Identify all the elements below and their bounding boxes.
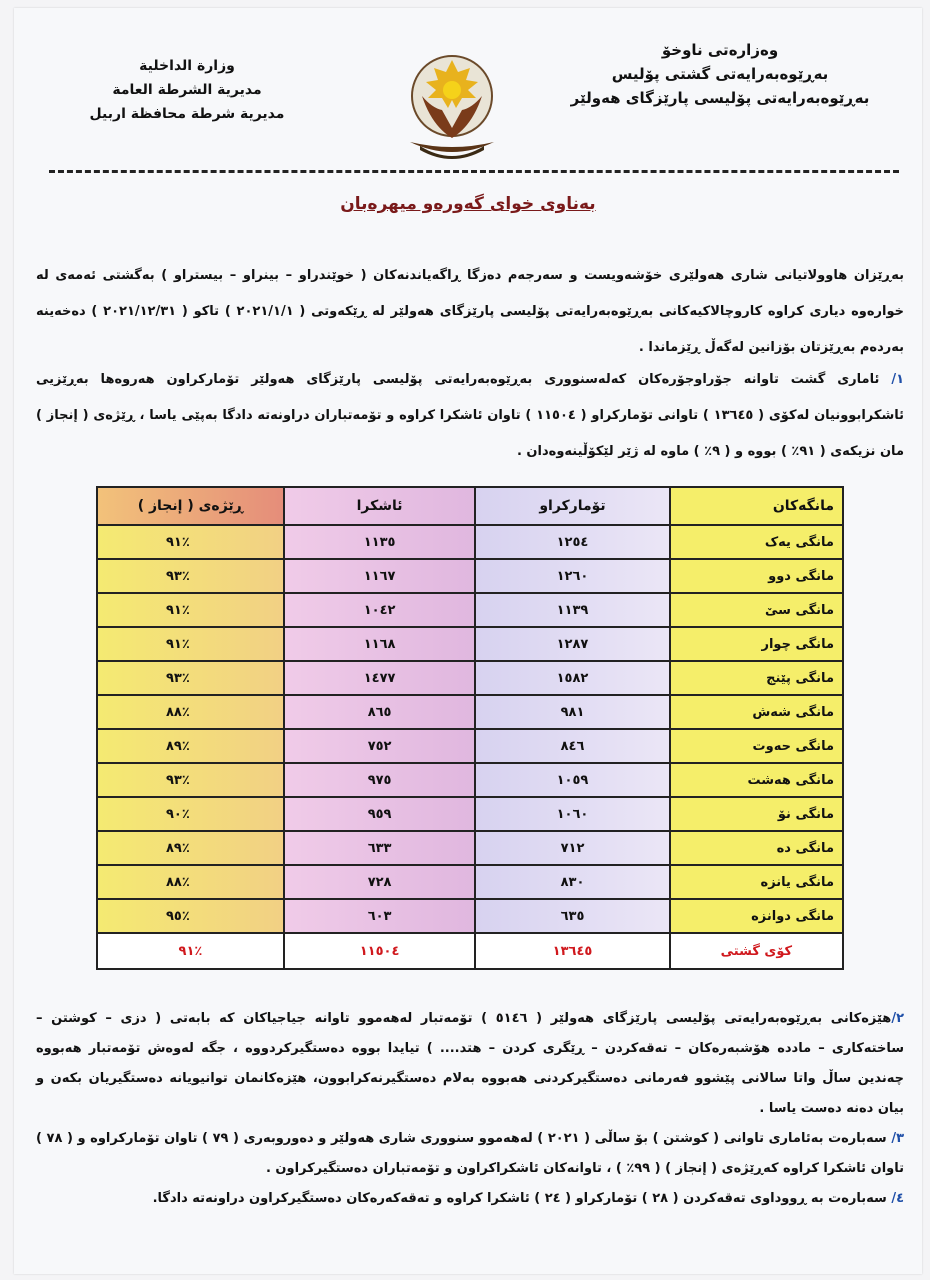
header-arabic xyxy=(72,54,302,126)
table-row xyxy=(97,559,843,593)
section-number: ٢/ xyxy=(891,1011,904,1026)
header-line: بەڕێوەبەرایەتی گشتی پۆلیس xyxy=(611,65,829,83)
col-header-month: مانگەکان xyxy=(670,487,843,525)
solved-cell: ١١٣٥ xyxy=(284,525,475,559)
solved-cell: ٦٠٣ xyxy=(284,899,475,933)
rate-cell xyxy=(97,865,284,899)
rate-value: ٪٨٩ xyxy=(166,840,190,856)
rate-value: ٪٩٣ xyxy=(166,568,190,584)
section-1-paragraph xyxy=(36,362,904,470)
registered-cell: ٩٨١ xyxy=(475,695,669,729)
table-row xyxy=(97,763,843,797)
header-line: مديرية الشرطة العامة xyxy=(112,82,262,98)
registered-cell: ٦٣٥ xyxy=(475,899,669,933)
table-row xyxy=(97,865,843,899)
registered-cell: ١١٣٩ xyxy=(475,593,669,627)
sections-2-4 xyxy=(36,1004,904,1214)
rate-cell xyxy=(97,831,284,865)
solved-cell: ١٤٧٧ xyxy=(284,661,475,695)
basmala-text: بەناوی خوای گەورەو میهرەبان xyxy=(340,194,596,214)
month-cell: مانگی یەک xyxy=(670,525,843,559)
section-4-paragraph xyxy=(36,1184,904,1214)
rate-cell xyxy=(97,729,284,763)
month-cell: مانگی دوانزە xyxy=(670,899,843,933)
month-cell: مانگی شەش xyxy=(670,695,843,729)
table-row xyxy=(97,627,843,661)
table-row xyxy=(97,797,843,831)
rate-value: ٪٩١ xyxy=(166,636,190,652)
section-3-paragraph xyxy=(36,1124,904,1184)
solved-cell: ١١٦٧ xyxy=(284,559,475,593)
registered-cell: ١٥٨٢ xyxy=(475,661,669,695)
month-cell: مانگی دە xyxy=(670,831,843,865)
month-cell: مانگی پێنج xyxy=(670,661,843,695)
solved-cell: ٧٢٨ xyxy=(284,865,475,899)
total-label: کۆی گشتی xyxy=(670,933,843,969)
header-kurdish xyxy=(570,38,870,110)
month-cell: مانگی سێ xyxy=(670,593,843,627)
rate-cell xyxy=(97,593,284,627)
month-cell: مانگی حەوت xyxy=(670,729,843,763)
section-2-paragraph xyxy=(36,1004,904,1124)
total-row xyxy=(97,933,843,969)
total-registered: ١٣٦٤٥ xyxy=(475,933,669,969)
rate-value: ٪٩١ xyxy=(166,602,190,618)
registered-cell: ٨٣٠ xyxy=(475,865,669,899)
month-cell: مانگی یانزە xyxy=(670,865,843,899)
table-row xyxy=(97,695,843,729)
header-line: وزارة الداخلية xyxy=(139,58,235,74)
registered-cell: ١٠٥٩ xyxy=(475,763,669,797)
table-row xyxy=(97,899,843,933)
header-line: وەزارەتی ناوخۆ xyxy=(661,41,779,59)
intro-paragraph: بەڕێزان هاوولاتیانی شاری هەولێری خۆشەویست و سەرجەم دەزگا ڕاگەیاندنەکان ( خوێندراو – بینراو – بیستراو ) بەگشتی ئەمەی لە خوارەوە دیاری کراوە کاروچالاکیەکانی بەڕێوەبەرایەتی پۆلیسی پارێزگای هەولێر لە ڕێکەوتی ( ٢٠٢١/١/١ ) تاکو ( ٢٠٢١/١٢/٣١ ) دەخەینە بەردەم بەڕێزتان بۆزانین لەگەڵ ڕێزماندا . xyxy=(36,268,904,355)
registered-cell: ١٢٥٤ xyxy=(475,525,669,559)
table-row xyxy=(97,661,843,695)
basmala-title xyxy=(14,194,922,214)
rate-cell xyxy=(97,695,284,729)
solved-cell: ٩٥٩ xyxy=(284,797,475,831)
table-row xyxy=(97,593,843,627)
section-number: ٤/ xyxy=(891,1191,904,1206)
section-number: ١/ xyxy=(891,372,904,387)
header-line: مديرية شرطة محافظة اربيل xyxy=(89,106,285,122)
solved-cell: ٩٧٥ xyxy=(284,763,475,797)
rate-cell xyxy=(97,797,284,831)
rate-value: ٪٨٩ xyxy=(166,738,190,754)
month-cell: مانگی نۆ xyxy=(670,797,843,831)
solved-cell: ١١٦٨ xyxy=(284,627,475,661)
rate-value: ٪٩٣ xyxy=(166,670,190,686)
rate-cell xyxy=(97,661,284,695)
month-cell: مانگی چوار xyxy=(670,627,843,661)
solved-cell: ٧٥٢ xyxy=(284,729,475,763)
total-rate: ٪٩١ xyxy=(97,933,284,969)
rate-value: ٪٩٣ xyxy=(166,772,190,788)
header-line: بەڕێوەبەرایەتی پۆلیسی پارێزگای هەولێر xyxy=(570,89,870,107)
rate-value: ٪٨٨ xyxy=(166,874,190,890)
document-page xyxy=(14,8,922,1274)
rate-value: ٪٩٥ xyxy=(166,908,190,924)
rate-cell xyxy=(97,627,284,661)
table-body xyxy=(97,525,843,933)
col-header-registered: تۆمارکراو xyxy=(475,487,669,525)
section-text: ئاماری گشت تاوانە جۆراوجۆرەکان کەلەسنووری بەڕێوەبەرایەتی پۆلیسی پارێزگای هەولێر تۆمارکراون هەروەها بەڕێزیی ئاشکرابوونیان لەکۆی ( ١٣٦٤٥ ) تاوانی تۆمارکراو ( ١١٥٠٤ ) تاوان ئاشکرا کراوە و تۆمەتباران دراونەتە دادگا بەپێی یاسا ، ڕێژەی ( إنجاز ) مان نزیکەی ( ٩١٪ ) بووە و ( ٩٪ ) ماوە لە ژێر لێکۆڵینەوەدان . xyxy=(36,372,904,459)
col-header-solved: ئاشکرا xyxy=(284,487,475,525)
solved-cell: ١٠٤٢ xyxy=(284,593,475,627)
section-number: ٣/ xyxy=(891,1131,904,1146)
registered-cell: ١٢٨٧ xyxy=(475,627,669,661)
registered-cell: ١٢٦٠ xyxy=(475,559,669,593)
section-text: هێزەکانی بەڕێوەبەرایەتی پۆلیسی پارێزگای هەولێر ( ٥١٤٦ ) تۆمەتبار لەهەموو تاوانە جیاجیاکان کە بابەتی ( دزی – کوشتن – ساختەکاری – ماددە هۆشبەرەکان – تەقەکردن – ڕێگری کردن – هتد.... ) تیایدا بووە دەستگیرکردووە ، جگە لەوەش تۆمەتبار هەبووە چەندین ساڵ واتا سالانی پێشوو فەرمانی دەستگیرکردنی هەبووە بەلام دەستگیرنەکرابوون، هێزەکانمان توانیویانە دەستگیریان بکەن و بیان دەنە دەست یاسا . xyxy=(36,1011,904,1116)
rate-cell xyxy=(97,899,284,933)
registered-cell: ١٠٦٠ xyxy=(475,797,669,831)
solved-cell: ٨٦٥ xyxy=(284,695,475,729)
solved-cell: ٦٣٣ xyxy=(284,831,475,865)
rate-cell xyxy=(97,763,284,797)
monthly-crime-table xyxy=(96,486,844,970)
table-header-row xyxy=(97,487,843,525)
rate-value: ٪٩١ xyxy=(166,534,190,550)
rate-value: ٪٩٠ xyxy=(166,806,190,822)
rate-value: ٪٨٨ xyxy=(166,704,190,720)
total-solved: ١١٥٠٤ xyxy=(284,933,475,969)
registered-cell: ٧١٢ xyxy=(475,831,669,865)
table-row xyxy=(97,525,843,559)
table-row xyxy=(97,729,843,763)
table-row xyxy=(97,831,843,865)
month-cell: مانگی دوو xyxy=(670,559,843,593)
rate-cell xyxy=(97,559,284,593)
dashed-divider xyxy=(49,170,899,173)
col-header-rate: ڕێژەی ( إنجاز ) xyxy=(97,487,284,525)
eagle-emblem-icon xyxy=(392,46,512,166)
section-text: سەبارەت بەئاماری تاوانی ( کوشتن ) بۆ ساڵی ( ٢٠٢١ ) لەهەموو سنووری شاری هەولێر و دەوروبەری ( ٧٩ ) تاوان تۆمارکراوە و ( ٧٨ ) تاوان ئاشکرا کراوە کەڕێژەی ( إنجاز ) ( ٩٩٪ ) ، تاوانەکان ئاشکراکراون و تۆمەتباران دەستگیرکراون . xyxy=(36,1131,904,1176)
month-cell: مانگی هەشت xyxy=(670,763,843,797)
rate-cell xyxy=(97,525,284,559)
section-text: سەبارەت بە ڕووداوی تەقەکردن ( ٢٨ ) تۆمارکراو ( ٢٤ ) ئاشکرا کراوە و تەقەکەرەکان دەستگیرکراون دراونەتە دادگا. xyxy=(152,1191,892,1206)
police-eagle-logo xyxy=(392,46,512,166)
registered-cell: ٨٤٦ xyxy=(475,729,669,763)
